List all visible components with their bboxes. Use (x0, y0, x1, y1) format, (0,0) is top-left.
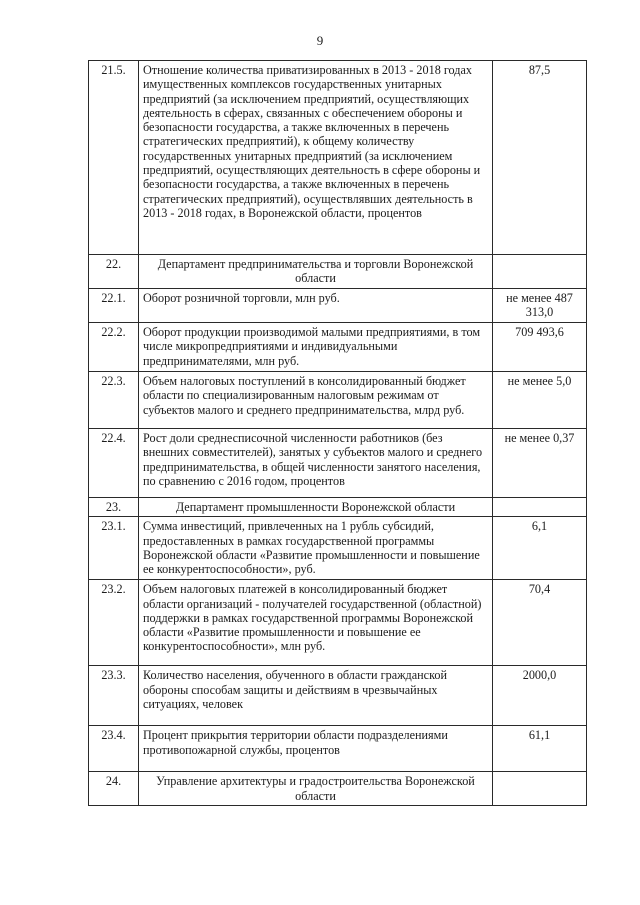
table-row (89, 580, 587, 666)
indicator-value (493, 772, 587, 806)
table-row (89, 289, 587, 323)
department-title: Департамент промышленности Воронежской области (139, 498, 493, 517)
row-number: 23.1. (89, 517, 139, 580)
indicator-value: 6,1 (493, 517, 587, 580)
row-number: 22.4. (89, 429, 139, 498)
indicator-value: не менее 487 313,0 (493, 289, 587, 323)
indicator-text: Отношение количества приватизированных в 2013 - 2018 годах имущественных комплексов государственных унитарных предприятий (за исключением предприятий, осуществляющих деятельность в сферах, связанных с обеспечением обороны и безопасности государства, а также включенных в перечень стратегических предприятий), к общему количеству государственных унитарных предприятий (за исключением предприятий, осуществляющих деятельность в сфере обороны и безопасности государства, а также включенных в перечень стратегических предприятий), осуществлявших деятельность в 2013 - 2018 годах, в Воронежской области, процентов (139, 61, 493, 255)
section-heading-row (89, 498, 587, 517)
page-number: 9 (316, 33, 324, 48)
table-row (89, 323, 587, 372)
table-row (89, 726, 587, 772)
indicator-text: Объем налоговых поступлений в консолидированный бюджет области по специализированным налоговым режимам от субъектов малого и среднего предпринимательства, млрд руб. (139, 372, 493, 429)
row-number: 24. (89, 772, 139, 806)
indicator-value (493, 498, 587, 517)
indicator-text: Количество населения, обученного в области гражданской обороны способам защиты и действиям в чрезвычайных ситуациях, человек (139, 666, 493, 726)
indicator-value: 709 493,6 (493, 323, 587, 372)
row-number: 23. (89, 498, 139, 517)
indicator-text: Сумма инвестиций, привлеченных на 1 рубль субсидий, предоставленных в рамках государственной программы Воронежской области «Развитие промышленности и повышение ее конкурентоспособности», руб. (139, 517, 493, 580)
indicator-text: Оборот розничной торговли, млн руб. (139, 289, 493, 323)
row-number: 21.5. (89, 61, 139, 255)
indicator-value: 87,5 (493, 61, 587, 255)
row-number: 23.2. (89, 580, 139, 666)
indicator-value: не менее 5,0 (493, 372, 587, 429)
section-heading-row (89, 255, 587, 289)
row-number: 22. (89, 255, 139, 289)
table-row (89, 61, 587, 255)
indicator-value: не менее 0,37 (493, 429, 587, 498)
indicators-table (88, 60, 587, 806)
indicator-text: Объем налоговых платежей в консолидированный бюджет области организаций - получателей государственной (областной) поддержки в рамках государственной программы Воронежской области «Развитие промышленности и повышение ее конкурентоспособности», млн руб. (139, 580, 493, 666)
indicator-value (493, 255, 587, 289)
section-heading-row (89, 772, 587, 806)
row-number: 23.4. (89, 726, 139, 772)
table-row (89, 666, 587, 726)
table-row (89, 372, 587, 429)
table-row (89, 429, 587, 498)
indicator-value: 2000,0 (493, 666, 587, 726)
indicator-text: Оборот продукции производимой малыми предприятиями, в том числе микропредприятиями и индивидуальными предпринимателями, млн руб. (139, 323, 493, 372)
department-title: Управление архитектуры и градостроительства Воронежской области (139, 772, 493, 806)
row-number: 22.1. (89, 289, 139, 323)
indicator-value: 61,1 (493, 726, 587, 772)
row-number: 23.3. (89, 666, 139, 726)
row-number: 22.2. (89, 323, 139, 372)
indicator-text: Рост доли среднесписочной численности работников (без внешних совместителей), занятых у субъектов малого и среднего предпринимательства, в общей численности занятого населения, по сравнению с 2016 годом, процентов (139, 429, 493, 498)
indicator-text: Процент прикрытия территории области подразделениями противопожарной службы, процентов (139, 726, 493, 772)
department-title: Департамент предпринимательства и торговли Воронежской области (139, 255, 493, 289)
indicator-value: 70,4 (493, 580, 587, 666)
table-row (89, 517, 587, 580)
row-number: 22.3. (89, 372, 139, 429)
